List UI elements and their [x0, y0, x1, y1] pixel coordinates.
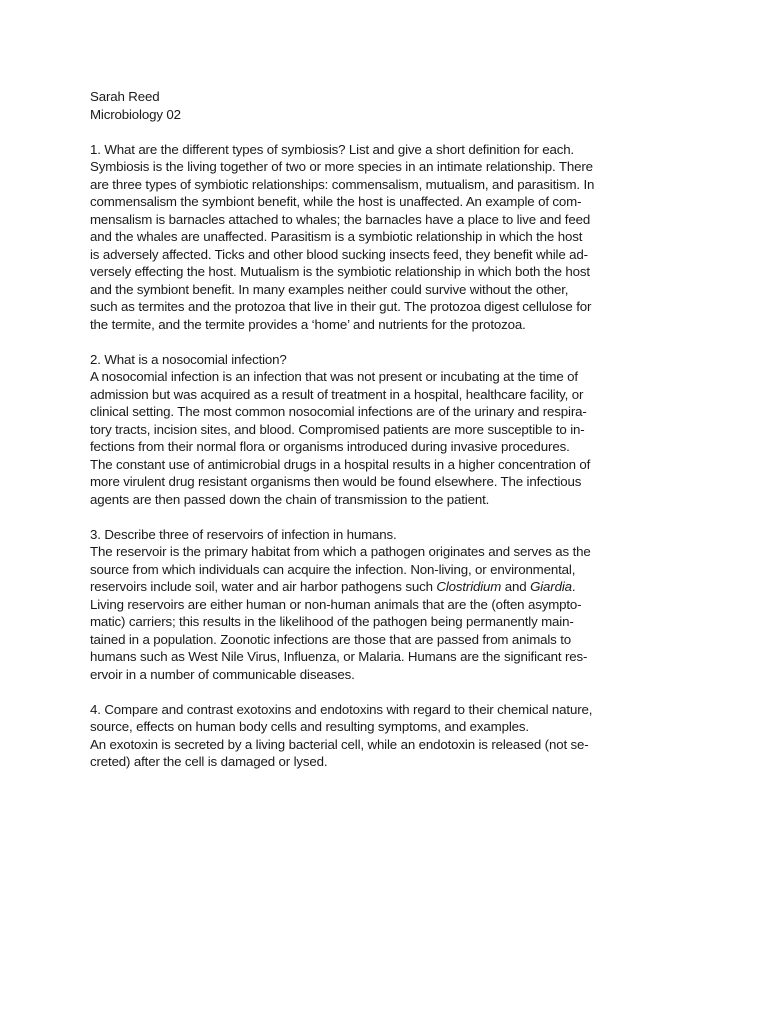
answer-line: tory tracts, incision sites, and blood. Compromised patients are more susceptible to in- — [90, 421, 585, 437]
question-4-prompt: 4. Compare and contrast exotoxins and endotoxins with regard to their chemical nature, — [90, 701, 593, 717]
answer-line: The reservoir is the primary habitat from which a pathogen originates and serves as the — [90, 544, 591, 559]
answer-line: Symbiosis is the living together of two or more species in an intimate relationship. There — [90, 159, 593, 174]
answer-line: the termite, and the termite provides a ‘home’ and nutrients for the protozoa. — [90, 316, 526, 332]
answer-line: An exotoxin is secreted by a living bacterial cell, while an endotoxin is released (not se- — [90, 736, 589, 752]
answer-line: matic) carriers; this results in the likelihood of the pathogen being permanently main- — [90, 614, 574, 629]
answer-line: The constant use of antimicrobial drugs in a hospital results in a higher concentration of — [90, 456, 591, 472]
document-body — [90, 88, 676, 771]
spacer — [90, 333, 676, 351]
question-3-prompt: 3. Describe three of reservoirs of infection in humans. — [90, 526, 397, 542]
answer-text: reservoirs include soil, water and air harbor pathogens such — [90, 579, 437, 594]
answer-line: is adversely affected. Ticks and other blood sucking insects feed, they benefit while ad- — [90, 246, 588, 262]
author-name: Sarah Reed — [90, 89, 160, 104]
answer-line-with-italics — [90, 578, 676, 596]
answer-line: creted) after the cell is damaged or lysed. — [90, 754, 328, 769]
answer-line: commensalism the symbiont benefit, while the host is unaffected. An example of com- — [90, 194, 582, 209]
answer-line: agents are then passed down the chain of transmission to the patient. — [90, 491, 490, 507]
answer-line: humans such as West Nile Virus, Influenza, or Malaria. Humans are the significant res- — [90, 649, 588, 664]
question-2-prompt: 2. What is a nosocomial infection? — [90, 351, 287, 367]
italic-term-giardia: Giardia — [530, 579, 572, 594]
answer-line: A nosocomial infection is an infection that was not present or incubating at the time of — [90, 369, 578, 384]
answer-line: versely effecting the host. Mutualism is the symbiotic relationship in which both the host — [90, 264, 590, 279]
answer-line: tained in a population. Zoonotic infections are those that are passed from animals to — [90, 631, 572, 647]
answer-line: and the symbiont benefit. In many examples neither could survive without the other, — [90, 281, 569, 297]
answer-line: are three types of symbiotic relationships: commensalism, mutualism, and parasitism. In — [90, 176, 595, 192]
period-text: . — [571, 579, 576, 594]
spacer — [90, 508, 676, 526]
answer-line: mensalism is barnacles attached to whales; the barnacles have a place to live and feed — [90, 211, 591, 227]
italic-term-clostridium: Clostridium — [436, 579, 502, 594]
question-2-section — [90, 351, 676, 509]
answer-line: source from which individuals can acquire the infection. Non-living, or environmental, — [90, 561, 576, 577]
question-1-prompt: 1. What are the different types of symbiosis? List and give a short definition for each. — [90, 141, 574, 157]
question-4-prompt-cont: source, effects on human body cells and resulting symptoms, and examples. — [90, 719, 529, 734]
answer-line: and the whales are unaffected. Parasitism is a symbiotic relationship in which the host — [90, 229, 583, 244]
answer-line: admission but was acquired as a result of treatment in a hospital, healthcare facility, or — [90, 386, 584, 402]
connector-text: and — [501, 579, 531, 594]
spacer — [90, 683, 676, 701]
answer-line: Living reservoirs are either human or non-human animals that are the (often asympto- — [90, 596, 582, 612]
spacer — [90, 123, 676, 141]
question-3-section — [90, 526, 676, 684]
answer-line: more virulent drug resistant organisms then would be found elsewhere. The infectious — [90, 474, 582, 489]
course-title: Microbiology 02 — [90, 106, 181, 122]
question-4-section — [90, 701, 676, 771]
answer-line: ervoir in a number of communicable diseases. — [90, 666, 355, 682]
question-1-section — [90, 141, 676, 334]
answer-line: such as termites and the protozoa that live in their gut. The protozoa digest cellulose for — [90, 299, 592, 314]
answer-line: clinical setting. The most common nosocomial infections are of the urinary and respira- — [90, 404, 587, 419]
answer-line: fections from their normal flora or organisms introduced during invasive procedures. — [90, 439, 570, 454]
